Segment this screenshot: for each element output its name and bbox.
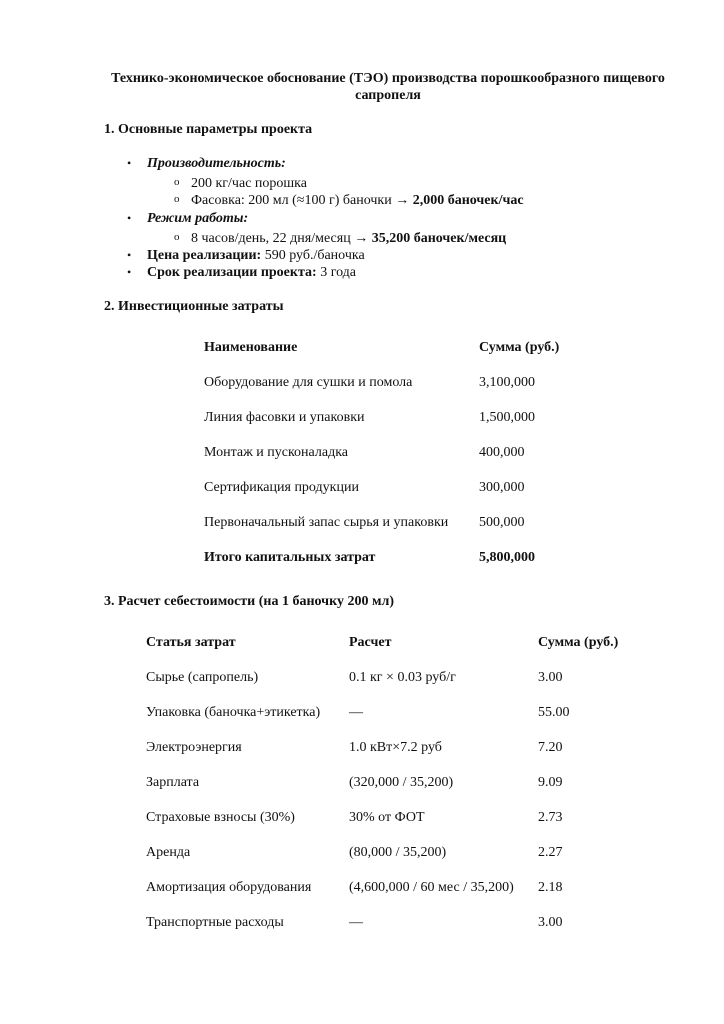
- bullet-icon: •: [127, 156, 132, 170]
- cell-sum: 2.73: [538, 810, 563, 825]
- list-subitem: [174, 175, 307, 192]
- table-header-row: [204, 339, 559, 374]
- cell-calc: 30% от ФОТ: [349, 810, 425, 825]
- cell-item: Упаковка (баночка+этикетка): [146, 705, 321, 720]
- sub-bullet-icon: o: [174, 193, 180, 205]
- term-value: 3 года: [316, 265, 357, 280]
- cell-name: Оборудование для сушки и помола: [204, 375, 413, 390]
- cell-calc: 1.0 кВт×7.2 руб: [349, 740, 442, 755]
- cell-sum: 3.00: [538, 670, 563, 685]
- list-item-mode: [127, 210, 249, 227]
- column-header-sum: Сумма (руб.): [479, 340, 560, 355]
- productivity-label: Производительность:: [147, 156, 286, 171]
- column-header-name: Наименование: [204, 340, 298, 355]
- list-subitem: [174, 192, 524, 209]
- cell-name: Первоначальный запас сырья и упаковки: [204, 515, 449, 530]
- bullet-icon: •: [127, 211, 132, 225]
- table-total-row: [204, 549, 559, 584]
- cell-sum: 400,000: [479, 445, 525, 460]
- table-row: [204, 514, 559, 549]
- cell-calc: (4,600,000 / 60 мес / 35,200): [349, 880, 514, 895]
- table-row: [204, 479, 559, 514]
- cell-item: Транспортные расходы: [146, 915, 284, 930]
- price-value: 590 руб./баночка: [261, 248, 365, 263]
- cell-name: Линия фасовки и упаковки: [204, 410, 365, 425]
- table-row: [146, 669, 618, 704]
- term-label: Срок реализации проекта:: [147, 265, 317, 280]
- section-2-heading: 2. Инвестиционные затраты: [104, 299, 284, 314]
- table-row: [146, 739, 618, 774]
- section-1-heading: 1. Основные параметры проекта: [104, 122, 313, 137]
- table-row: [204, 409, 559, 444]
- column-header-sum: Сумма (руб.): [538, 635, 619, 650]
- table-row: [146, 844, 618, 879]
- sub-bullet-icon: o: [174, 176, 180, 188]
- list-item-term: [127, 264, 357, 281]
- productivity-rate: 200 кг/час порошка: [191, 176, 307, 191]
- document-title: Технико-экономическое обоснование (ТЭО) производства порошкообразного пищевого сапропеля: [111, 71, 665, 103]
- table-row: [204, 374, 559, 409]
- jars-per-month: 35,200 баночек/месяц: [371, 231, 507, 246]
- cell-calc: —: [349, 705, 363, 720]
- table-header-row: [146, 634, 618, 669]
- table-row: [146, 809, 618, 844]
- cell-calc: —: [349, 915, 363, 930]
- list-subitem: [174, 230, 507, 247]
- table-row: [146, 704, 618, 739]
- table-row: [146, 914, 618, 949]
- cell-item: Электроэнергия: [146, 740, 242, 755]
- sub-bullet-icon: o: [174, 231, 180, 243]
- mode-label: Режим работы:: [147, 211, 249, 226]
- column-header-item: Статья затрат: [146, 635, 236, 650]
- cell-name: Сертификация продукции: [204, 480, 359, 495]
- section-3-heading: 3. Расчет себестоимости (на 1 баночку 200 мл): [104, 594, 395, 609]
- packing-text: Фасовка: 200 мл (≈100 г) баночки →: [191, 193, 413, 208]
- cell-calc: (80,000 / 35,200): [349, 845, 447, 860]
- list-item-price: [127, 247, 365, 264]
- total-sum: 5,800,000: [479, 550, 535, 565]
- cell-sum: 1,500,000: [479, 410, 535, 425]
- table-row: [146, 879, 618, 914]
- cell-name: Монтаж и пусконаладка: [204, 445, 349, 460]
- cell-item: Страховые взносы (30%): [146, 810, 295, 825]
- cell-calc: (320,000 / 35,200): [349, 775, 454, 790]
- cell-sum: 2.18: [538, 880, 563, 895]
- cell-calc: 0.1 кг × 0.03 руб/г: [349, 670, 456, 685]
- cell-sum: 3.00: [538, 915, 563, 930]
- cell-sum: 300,000: [479, 480, 525, 495]
- cost-table: [146, 634, 618, 949]
- cell-sum: 2.27: [538, 845, 563, 860]
- cell-item: Сырье (сапропель): [146, 670, 259, 685]
- cell-sum: 3,100,000: [479, 375, 535, 390]
- column-header-calc: Расчет: [349, 635, 392, 650]
- jars-per-hour: 2,000 баночек/час: [412, 193, 524, 208]
- cell-item: Амортизация оборудования: [146, 880, 312, 895]
- cell-sum: 7.20: [538, 740, 563, 755]
- table-row: [204, 444, 559, 479]
- bullet-icon: •: [127, 248, 132, 262]
- total-label: Итого капитальных затрат: [204, 550, 376, 565]
- cell-item: Зарплата: [146, 775, 200, 790]
- schedule-text: 8 часов/день, 22 дня/месяц →: [191, 231, 372, 246]
- cell-item: Аренда: [146, 845, 191, 860]
- cell-sum: 9.09: [538, 775, 563, 790]
- investment-table: [204, 339, 559, 584]
- cell-sum: 500,000: [479, 515, 525, 530]
- bullet-icon: •: [127, 265, 132, 279]
- list-item-productivity: [127, 155, 286, 172]
- price-label: Цена реализации:: [147, 248, 262, 263]
- cell-sum: 55.00: [538, 705, 570, 720]
- table-row: [146, 774, 618, 809]
